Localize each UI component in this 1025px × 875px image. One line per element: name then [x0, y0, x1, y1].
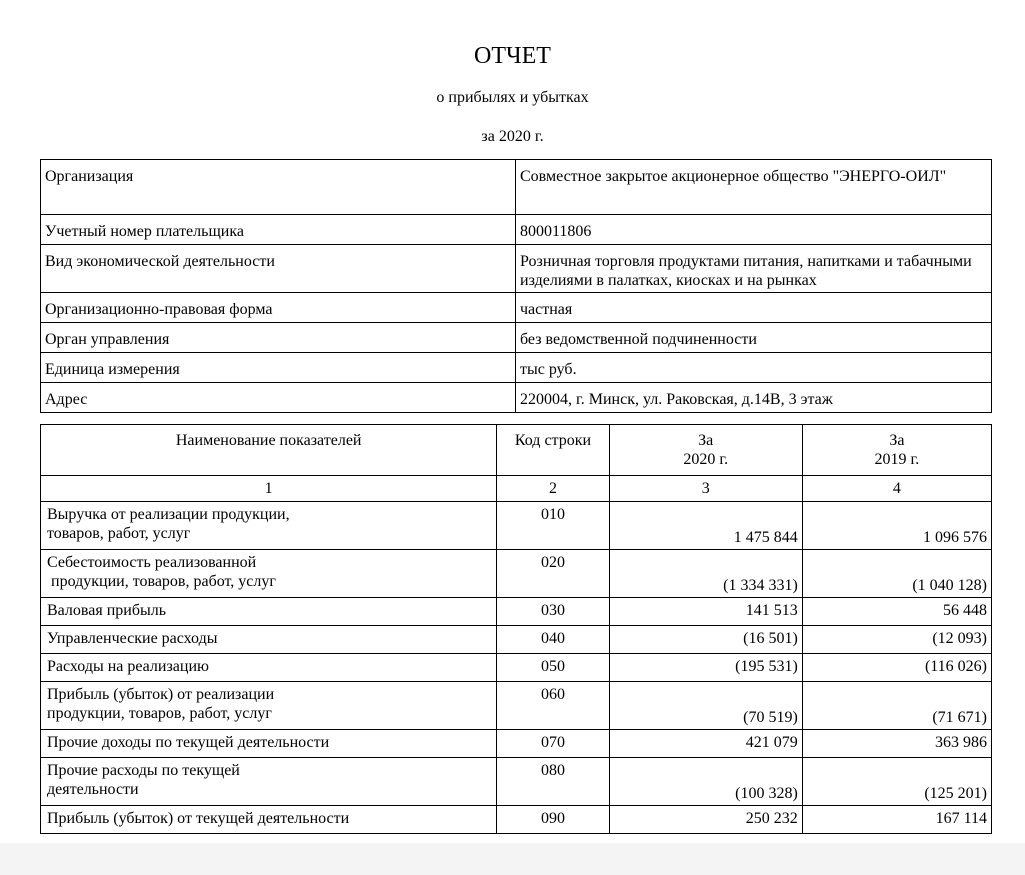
header-2020 — [609, 425, 802, 476]
row-value-2019: (125 201) — [802, 758, 991, 806]
row-name — [41, 682, 497, 730]
row-value-2019: 1 096 576 — [802, 502, 991, 550]
row-code: 080 — [497, 758, 609, 806]
header-2020-line2: 2020 г. — [683, 451, 729, 468]
column-number: 4 — [802, 476, 991, 502]
row-name: Прочие доходы по текущей деятельности — [41, 730, 497, 758]
table-row — [41, 626, 992, 654]
table-row — [41, 550, 992, 598]
report-period: за 2020 г. — [481, 128, 544, 145]
report-subtitle: о прибылях и убытках — [436, 89, 589, 106]
info-value: Розничная торговля продуктами питания, напитками и табачными изделиями в палатках, киосках и на рынках — [516, 245, 992, 293]
row-name — [41, 550, 497, 598]
row-name — [41, 502, 497, 550]
row-name-line2: продукции, товаров, работ, услуг — [47, 705, 272, 722]
row-name-line1: Прочие расходы по текущей — [47, 762, 240, 779]
info-value: тыс руб. — [516, 353, 992, 383]
row-value-2019: 363 986 — [802, 730, 991, 758]
row-name: Расходы на реализацию — [41, 654, 497, 682]
info-key: Вид экономической деятельности — [41, 245, 516, 293]
info-value: 220004, г. Минск, ул. Раковская, д.14В, 3 этаж — [516, 383, 992, 413]
row-name-line2: деятельности — [47, 781, 139, 798]
table-row — [41, 758, 992, 806]
row-name-line2: продукции, товаров, работ, услуг — [47, 573, 276, 590]
row-code: 030 — [497, 598, 609, 626]
header-name: Наименование показателей — [41, 425, 497, 476]
table-row — [41, 730, 992, 758]
row-code: 070 — [497, 730, 609, 758]
info-key: Единица измерения — [41, 353, 516, 383]
profit-loss-table — [40, 424, 992, 834]
row-name-line2: товаров, работ, услуг — [47, 525, 191, 542]
table-row — [41, 598, 992, 626]
row-value-2020: 421 079 — [609, 730, 802, 758]
info-key: Учетный номер плательщика — [41, 215, 516, 245]
info-key: Адрес — [41, 383, 516, 413]
table-row — [41, 806, 992, 834]
row-value-2019: 167 114 — [802, 806, 991, 834]
table-row — [41, 654, 992, 682]
info-row-governing-body — [41, 323, 992, 353]
row-code: 020 — [497, 550, 609, 598]
info-key: Организация — [41, 160, 516, 215]
table-header-row — [41, 425, 992, 476]
row-value-2020: 250 232 — [609, 806, 802, 834]
header-2020-line1: За — [698, 432, 714, 449]
row-name: Валовая прибыль — [41, 598, 497, 626]
row-value-2020: 1 475 844 — [609, 502, 802, 550]
info-value: 800011806 — [516, 215, 992, 245]
row-value-2019: (12 093) — [802, 626, 991, 654]
info-key: Орган управления — [41, 323, 516, 353]
row-value-2019: (1 040 128) — [802, 550, 991, 598]
row-code: 010 — [497, 502, 609, 550]
info-value: Совместное закрытое акционерное общество "ЭНЕРГО-ОИЛ" — [516, 160, 992, 215]
row-value-2020: (100 328) — [609, 758, 802, 806]
row-name-line1: Себестоимость реализованной — [47, 554, 257, 571]
row-name-line1: Выручка от реализации продукции, — [47, 506, 290, 523]
column-number: 1 — [41, 476, 497, 502]
row-value-2020: (16 501) — [609, 626, 802, 654]
row-code: 040 — [497, 626, 609, 654]
header-2019-line2: 2019 г. — [874, 451, 920, 468]
row-value-2020: (70 519) — [609, 682, 802, 730]
row-code: 050 — [497, 654, 609, 682]
organization-info-table — [40, 159, 992, 413]
row-value-2019: (116 026) — [802, 654, 991, 682]
info-row-activity — [41, 245, 992, 293]
info-row-organization — [41, 160, 992, 215]
table-row — [41, 682, 992, 730]
header-2019 — [802, 425, 991, 476]
info-value: частная — [516, 293, 992, 323]
row-code: 060 — [497, 682, 609, 730]
row-name: Прибыль (убыток) от текущей деятельности — [41, 806, 497, 834]
report-title: ОТЧЕТ — [474, 43, 551, 69]
row-code: 090 — [497, 806, 609, 834]
info-row-unit — [41, 353, 992, 383]
row-value-2020: (1 334 331) — [609, 550, 802, 598]
row-value-2020: (195 531) — [609, 654, 802, 682]
info-value: без ведомственной подчиненности — [516, 323, 992, 353]
header-code: Код строки — [497, 425, 609, 476]
row-name — [41, 758, 497, 806]
bottom-scroll-shadow — [0, 843, 1025, 875]
column-number: 3 — [609, 476, 802, 502]
column-number: 2 — [497, 476, 609, 502]
info-row-legal-form — [41, 293, 992, 323]
info-row-taxpayer-number — [41, 215, 992, 245]
info-row-address — [41, 383, 992, 413]
row-value-2019: 56 448 — [802, 598, 991, 626]
row-name-line1: Прибыль (убыток) от реализации — [47, 686, 275, 703]
table-row — [41, 502, 992, 550]
info-key: Организационно-правовая форма — [41, 293, 516, 323]
header-2019-line1: За — [889, 432, 905, 449]
row-value-2020: 141 513 — [609, 598, 802, 626]
column-number-row — [41, 476, 992, 502]
row-value-2019: (71 671) — [802, 682, 991, 730]
row-name: Управленческие расходы — [41, 626, 497, 654]
